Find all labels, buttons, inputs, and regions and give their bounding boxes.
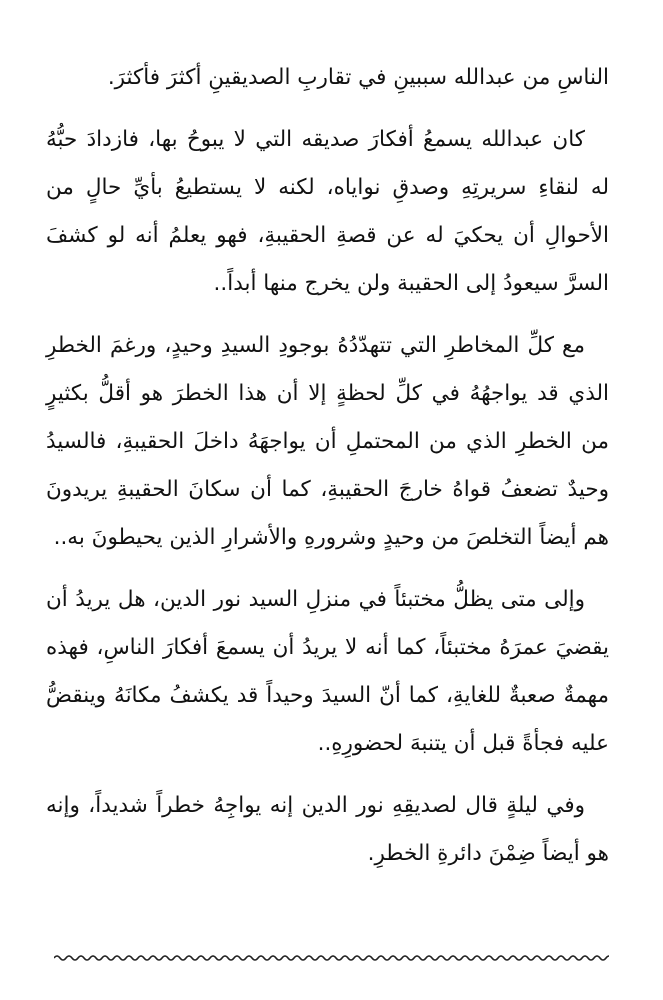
paragraph-4: وإلى متى يظلُّ مختبئاً في منزلِ السيد نور الدين، هل يريدُ أن يقضيَ عمرَهُ مختبئاً، كما أنه لا يريدُ أن يسمعَ أفكارَ الناسِ، فهذه مهمةٌ صعبةٌ للغايةِ، كما أنّ السيدَ وحيداً قد يكشفُ مكانَهُ وينقضُّ عليه فجأةً قبل أن يتنبهَ لحضورِهِ.. <box>46 587 609 756</box>
paragraph-3: مع كلِّ المخاطرِ التي تتهدّدُهُ بوجودِ السيدِ وحيدٍ، ورغمَ الخطرِ الذي قد يواجهُهُ في كلِّ لحظةٍ إلا أن هذا الخطرَ هو أقلُّ بكثيرٍ من الخطرِ الذي من المحتملِ أن يواجهَهُ داخلَ الحقيبةِ، فالسيدُ وحيدٌ تضعفُ قواهُ خارجَ الحقيبةِ، كما أن سكانَ الحقيبةِ يريدونَ هم أيضاً التخلصَ من وحيدٍ وشرورهِ والأشرارِ الذين يحيطونَ به.. <box>46 333 609 550</box>
paragraph-5: وفي ليلةٍ قال لصديقِهِ نور الدين إنه يواجِهُ خطراً شديداً، وإنه هو أيضاً ضِمْنَ دائرةِ الخطرِ. <box>46 793 609 866</box>
paragraph-1: الناسِ من عبدالله سببينِ في تقاربِ الصديقينِ أكثرَ فأكثرَ. <box>107 65 609 90</box>
wavy-divider <box>54 948 609 968</box>
paragraph-2: كان عبدالله يسمعُ أفكارَ صديقه التي لا يبوحُ بها، فازدادَ حبُّهُ له لنقاءِ سريرتِهِ وصدقِ نواياه، لكنه لا يستطيعُ بأيِّ حالٍ من الأحوالِ أن يحكيَ له عن قصةِ الحقيبةِ، فهو يعلمُ أنه لو كشفَ السرَّ سيعودُ إلى الحقيبة ولن يخرج منها أبداً.. <box>46 127 609 296</box>
wavy-divider-path <box>54 956 609 960</box>
wavy-divider-line <box>54 948 609 968</box>
